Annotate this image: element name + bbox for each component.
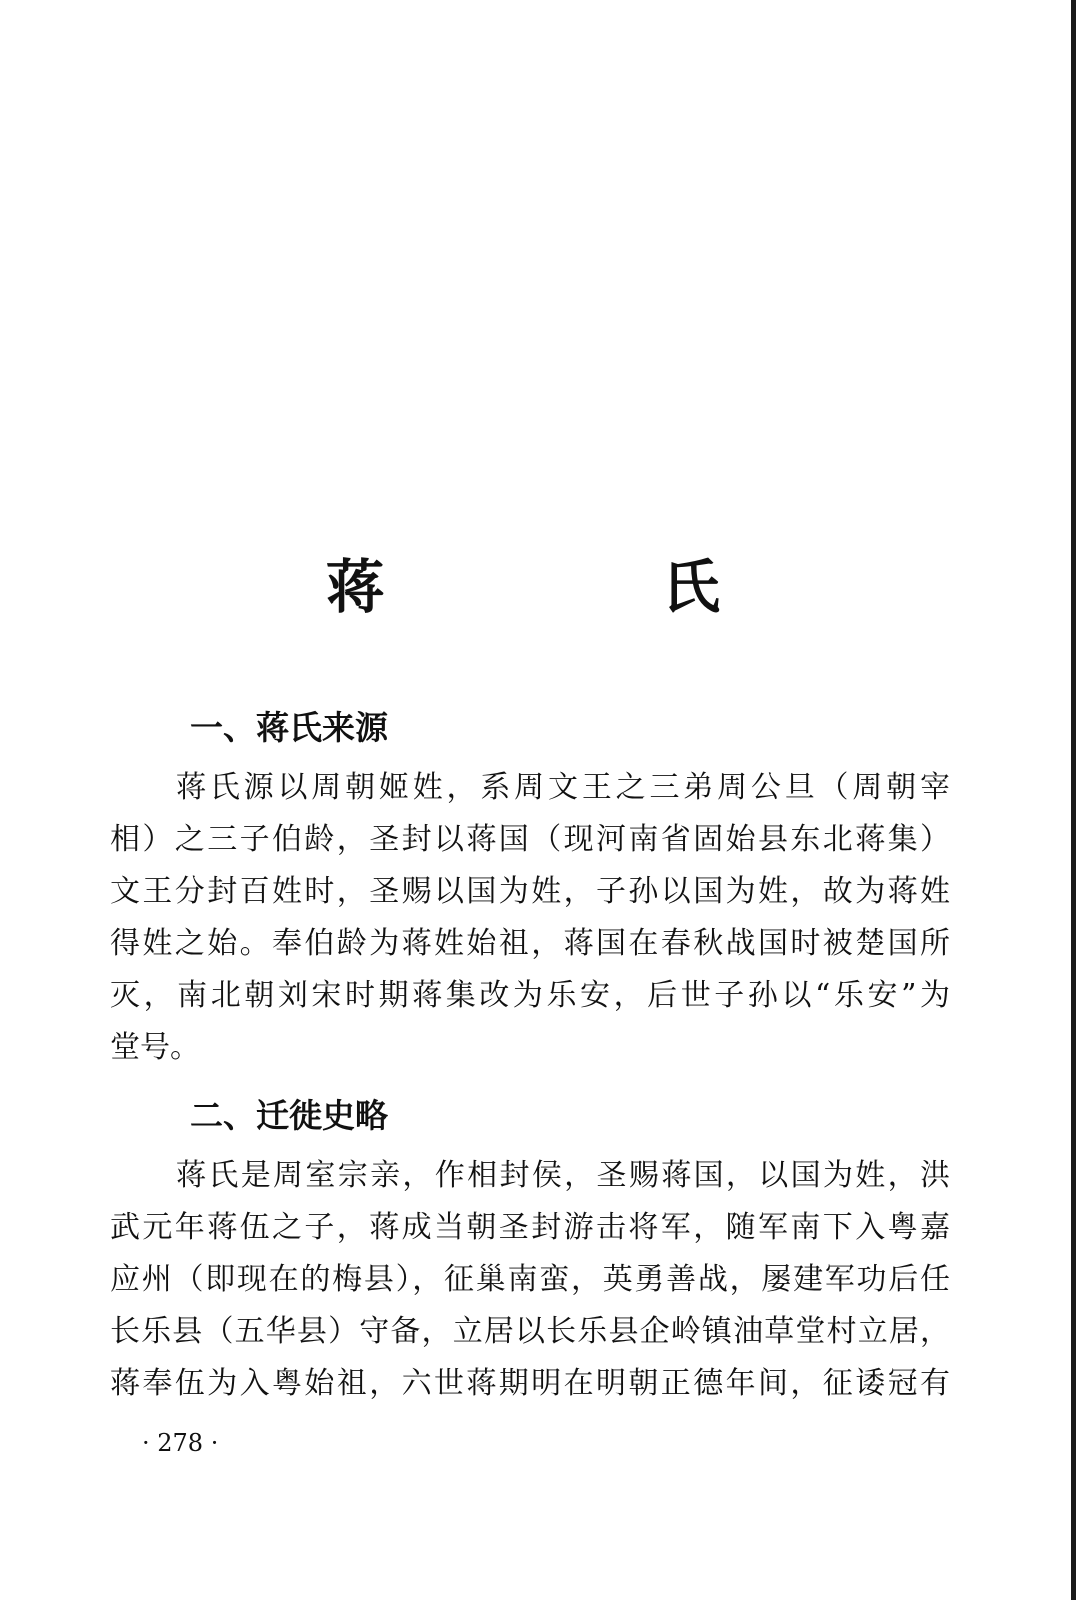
text-line: 得姓之始。奉伯龄为蒋姓始祖，蒋国在春秋战国时被楚国所 — [110, 926, 950, 961]
page-number: · 278 · — [142, 1429, 219, 1457]
text-line: 长乐县（五华县）守备，立居以长乐县企岭镇油草堂村立居， — [110, 1314, 950, 1349]
text-line: 应州（即现在的梅县），征巢南蛮，英勇善战，屡建军功后任 — [110, 1262, 950, 1297]
text-line: 相）之三子伯龄，圣封以蒋国（现河南省固始县东北蒋集） — [110, 822, 950, 857]
text-line: 文王分封百姓时，圣赐以国为姓，子孙以国为姓，故为蒋姓 — [110, 874, 950, 909]
section-heading-migration: 二、迁徙史略 — [190, 1096, 388, 1135]
text-line: 蒋奉伍为入粤始祖，六世蒋期明在明朝正德年间，征诿冠有 — [110, 1366, 950, 1401]
page-title: 蒋 氏 — [325, 552, 830, 621]
text-line: 灭，南北朝刘宋时期蒋集改为乐安，后世子孙以“乐安”为 — [110, 978, 950, 1013]
page-edge-shadow — [1071, 0, 1076, 1600]
text-line: 武元年蒋伍之子，蒋成当朝圣封游击将军，随军南下入粤嘉 — [110, 1210, 950, 1245]
text-line: 堂号。 — [110, 1030, 200, 1065]
text-line: 蒋氏源以周朝姬姓，系周文王之三弟周公旦（周朝宰 — [176, 770, 950, 805]
paragraph-migration — [110, 1150, 950, 1410]
text-line: 蒋氏是周室宗亲，作相封侯，圣赐蒋国，以国为姓，洪 — [176, 1158, 950, 1193]
paragraph-origin — [110, 762, 950, 1074]
section-heading-origin: 一、蒋氏来源 — [190, 708, 388, 747]
